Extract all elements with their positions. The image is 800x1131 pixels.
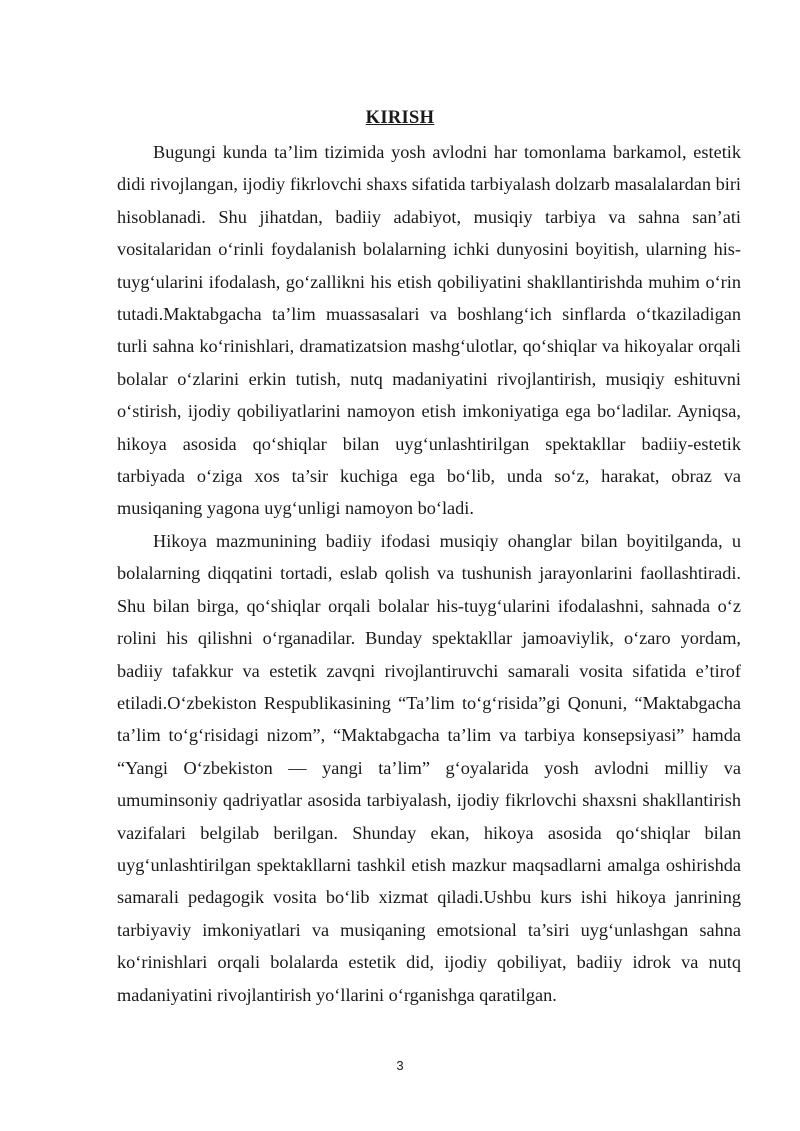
page-number: 3: [396, 1058, 404, 1073]
paragraph-2: Hikoya mazmunining badiiy ifodasi musiqiy ohanglar bilan boyitilganda, u bolalarning diqqatini tortadi, eslab qolish va tushunish jarayonlarini faollashtiradi. Shu bilan birga, qo‘shiqlar orqali bolalar his-tuyg‘ularini ifodalashni, sahnada o‘z rolini his qilishni o‘rganadilar. Bunday spektakllar jamoaviylik, o‘zaro yordam, badiiy tafakkur va estetik zavqni rivojlantiruvchi samarali vosita sifatida e’tirof etiladi.O‘zbekiston Respublikasining “Ta’lim to‘g‘risida”gi Qonuni, “Maktabgacha ta’lim to‘g‘risidagi nizom”, “Maktabgacha ta’lim va tarbiya konsepsiyasi” hamda “Yangi O‘zbekiston — yangi ta’lim” g‘oyalarida yosh avlodni milliy va umuminsoniy qadriyatlar asosida tarbiyalash, ijodiy fikrlovchi shaxsni shakllantirish vazifalari belgilab berilgan. Shunday ekan, hikoya asosida qo‘shiqlar bilan uyg‘unlashtirilgan spektakllarni tashkil etish mazkur maqsadlarni amalga oshirishda samarali pedagogik vosita bo‘lib xizmat qiladi.Ushbu kurs ishi hikoya janrining tarbiyaviy imkoniyatlari va musiqaning emotsional ta’siri uyg‘unlashgan sahna ko‘rinishlari orqali bolalarda estetik did, ijodiy qobiliyat, badiiy idrok va nutq madaniyatini rivojlantirish yo‘llarini o‘rganishga qaratilgan.: [117, 530, 741, 1005]
body-text: [117, 136, 741, 1011]
section-title: KIRISH: [365, 108, 435, 128]
paragraph-1: Bugungi kunda ta’lim tizimida yosh avlodni har tomonlama barkamol, estetik didi rivojlangan, ijodiy fikrlovchi shaxs sifatida tarbiyalash dolzarb masalalardan biri hisoblanadi. Shu jihatdan, badiiy adabiyot, musiqiy tarbiya va sahna san’ati vositalaridan o‘rinli foydalanish bolalarning ichki dunyosini boyitish, ularning his-tuyg‘ularini ifodalash, go‘zallikni his etish qobiliyatini shakllantirishda muhim o‘rin tutadi.Maktabgacha ta’lim muassasalari va boshlang‘ich sinflarda o‘tkaziladigan turli sahna ko‘rinishlari, dramatizatsion mashg‘ulotlar, qo‘shiqlar va hikoyalar orqali bolalar o‘zlarini erkin tutish, nutq madaniyatini rivojlantirish, musiqiy eshituvni o‘stirish, ijodiy qobiliyatlarini namoyon etish imkoniyatiga ega bo‘ladilar. Ayniqsa, hikoya asosida qo‘shiqlar bilan uyg‘unlashtirilgan spektakllar badiiy-estetik tarbiyada o‘ziga xos ta’sir kuchiga ega bo‘lib, unda so‘z, harakat, obraz va musiqaning yagona uyg‘unligi namoyon bo‘ladi.: [117, 142, 741, 519]
